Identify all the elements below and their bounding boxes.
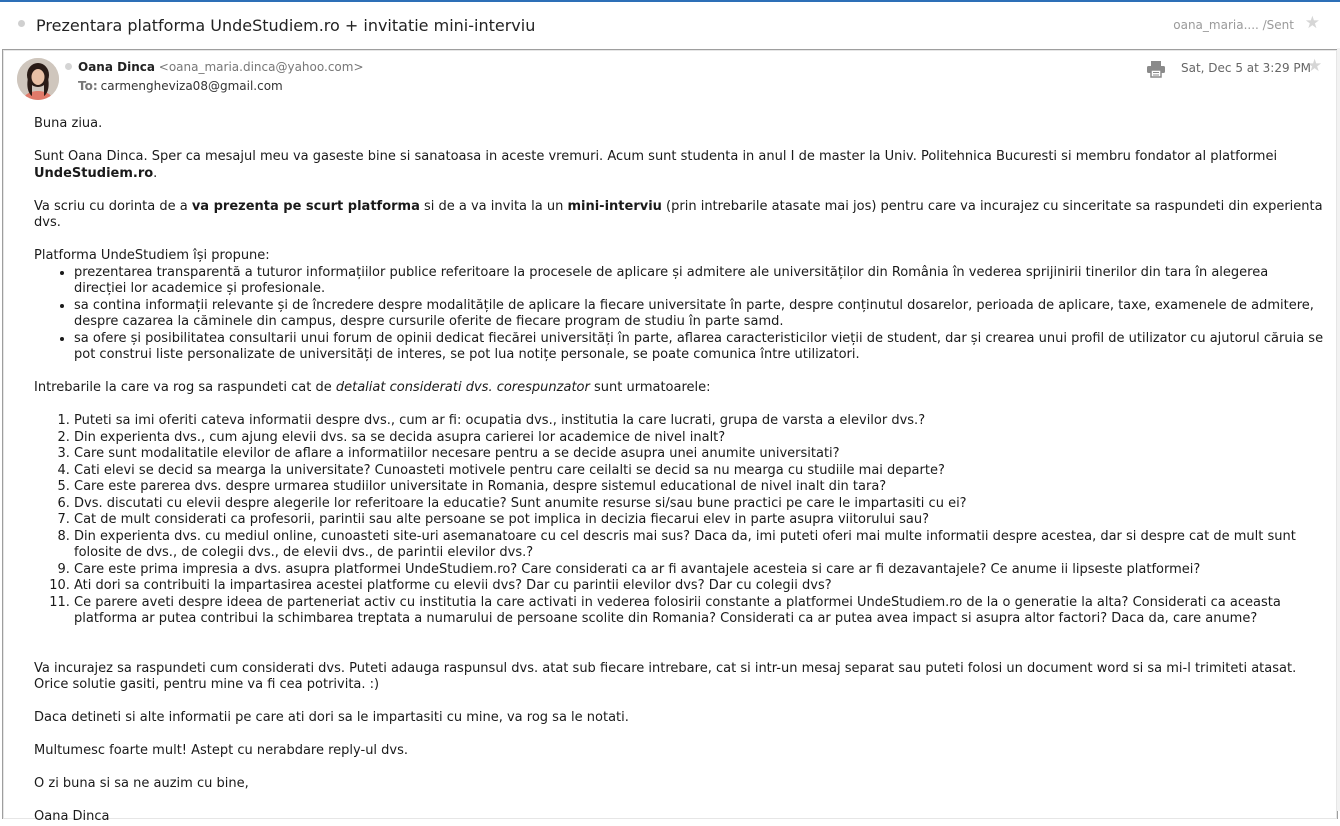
to-label: To: (78, 79, 98, 93)
avatar-image (17, 58, 59, 100)
list-item: 6. Dvs. discutati cu elevii despre alegerile lor referitoare la educatie? Sunt anumite resurse si/sau bune practici pe care le impartasiti cu ei? (74, 496, 1324, 513)
questions-list (34, 413, 1324, 628)
list-item: 4. Cati elevi se decid sa mearga la universitate? Cunoasteti motivele pentru care ceilalti se decid sa nu mearga cu studiile mai departe? (74, 463, 1324, 480)
sender-email[interactable]: <oana_maria.dinca@yahoo.com> (158, 60, 364, 74)
greeting: Buna ziua. (34, 116, 103, 131)
list-item: 3. Care sunt modalitatile elevilor de aflare a informatiilor necesare pentru a se decide asupra unei anumite universitati? (74, 446, 1324, 463)
list-item: • sa contina informații relevante și de încredere despre modalitățile de aplicare la fiecare universitate în parte, despre conținutul dosarelor, perioada de aplicare, taxe, examenele de admitere, despre cazarea la căminele din campus, despre cursurile oferite de fiecare program de studiu în parte samd. (74, 298, 1324, 331)
folder-label[interactable]: oana_maria.... /Sent (1173, 18, 1294, 32)
presence-dot-icon (65, 63, 72, 70)
list-item: 10. Ati dori sa contribuiti la impartasirea acestei platforme cu elevii dvs? Dar cu parintii elevilor dvs? Dar cu colegii dvs? (74, 578, 1324, 595)
print-icon[interactable] (1146, 60, 1166, 78)
list-item: 2. Din experienta dvs., cum ajung elevii dvs. sa se decida asupra carierei lor academice de nivel inalt? (74, 430, 1324, 447)
questions-intro: Intrebarile la care va rog sa raspundeti cat de detaliat considerati dvs. corespunzator sunt urmatoarele: (34, 380, 711, 395)
message-date: Sat, Dec 5 at 3:29 PM (1181, 61, 1312, 75)
unread-dot-icon (18, 20, 25, 27)
recipient-email[interactable]: carmengheviza08@gmail.com (100, 79, 283, 93)
list-item: 11. Ce parere aveti despre ideea de parteneriat activ cu institutia la care activati in vederea folosirii constante a platformei UndeStudiem.ro de la o generatie la alta? Considerati ca aceasta platforma ar putea contribui la schimbarea treptata a numarului de persoane scolite din Romania? Considerati ca ar putea avea impact si asupra altor factori? Daca da, care anume? (74, 595, 1324, 628)
message-body (34, 116, 1324, 826)
to-row (78, 79, 283, 93)
avatar (17, 58, 59, 100)
list-item: • prezentarea transparentă a tuturor informațiilor publice referitoare la procesele de aplicare și admitere ale universităților din România în vederea sprijinirii tinerilor din tara în alegerea direcției lor academice și profesionale. (74, 265, 1324, 298)
thread-subject: Prezentara platforma UndeStudiem.ro + invitatie mini-interviu (36, 16, 536, 35)
list-item: 1. Puteti sa imi oferiti cateva informatii despre dvs., cum ar fi: ocupatia dvs., institutia la care lucrati, grupa de varsta a elevilor dvs.? (74, 413, 1324, 430)
list-item: 9. Care este prima impresia a dvs. asupra platformei UndeStudiem.ro? Care considerati ca ar fi avantajele acesteia si care ar fi dezavantajele? Ce anume ii lipseste platformei? (74, 562, 1324, 579)
message-header[interactable] (3, 50, 1337, 106)
list-item: 7. Cat de mult considerati ca profesorii, parintii sau alte persoane se pot implica in decizia fiecarui elev in parte asupra viitorului sau? (74, 512, 1324, 529)
message-card (2, 49, 1338, 824)
from-row (65, 60, 364, 74)
list-item: 8. Din experienta dvs. cu mediul online, cunoasteti site-uri asemanatoare cu cel descris mai sus? Daca da, imi puteti oferi mai multe informatii despre acestea, dar si despre cat de mult sunt folosite de dvs., de colegii dvs., de elevii dvs., de parintii elevilor dvs.? (74, 529, 1324, 562)
signature: Oana Dinca (34, 809, 110, 824)
platform-list (34, 265, 1324, 364)
thread-star-icon[interactable]: ★ (1304, 13, 1320, 33)
sender-name[interactable]: Oana Dinca (78, 60, 155, 74)
thread-header (0, 0, 1340, 48)
closing-paragraph-1: Va incurajez sa raspundeti cum considerati dvs. Puteti adauga raspunsul dvs. atat sub fiecare intrebare, cat si intr-un mesaj separat sau puteti folosi un document word si sa mi-l trimiteti atasat. Orice solutie gasiti, pentru mine va fi cea potrivita. :) (34, 660, 1297, 692)
list-item: 5. Care este parerea dvs. despre urmarea studiilor universitate in Romania, despre sistemul educational de nivel inalt din tara? (74, 479, 1324, 496)
closing-paragraph-2: Daca detineti si alte informatii pe care ati dori sa le impartasiti cu mine, va rog sa le notati. (34, 710, 629, 725)
platform-heading: Platforma UndeStudiem își propune: (34, 248, 270, 263)
intro-paragraph-1: Sunt Oana Dinca. Sper ca mesajul meu va gaseste bine si sanatoasa in aceste vremuri. Acum sunt studenta in anul I de master la Univ. Politehnica Bucuresti si membru fondator al platformei UndeStudiem.ro. (34, 149, 1278, 181)
intro-paragraph-2: Va scriu cu dorinta de a va prezenta pe scurt platforma si de a va invita la un mini-interviu (prin intrebarile atasate mai jos) pentru care va incurajez cu sinceritate sa raspundeti din experienta dvs. (34, 198, 1323, 230)
closing-paragraph-3: Multumesc foarte mult! Astept cu nerabdare reply-ul dvs. (34, 743, 409, 758)
list-item: • sa ofere și posibilitatea consultarii unui forum de opinii dedicat fiecărei universități în parte, aflarea caracteristicilor vieții de student, dar și crearea unui profil de utilizator cu ajutorul căruia se pot construi liste personalizate de universități de interes, se pot lua notițe personale, se poate comunica între utilizatori. (74, 331, 1324, 364)
closing-paragraph-4: O zi buna si sa ne auzim cu bine, (34, 776, 249, 791)
message-star-icon[interactable]: ★ (1307, 56, 1323, 76)
